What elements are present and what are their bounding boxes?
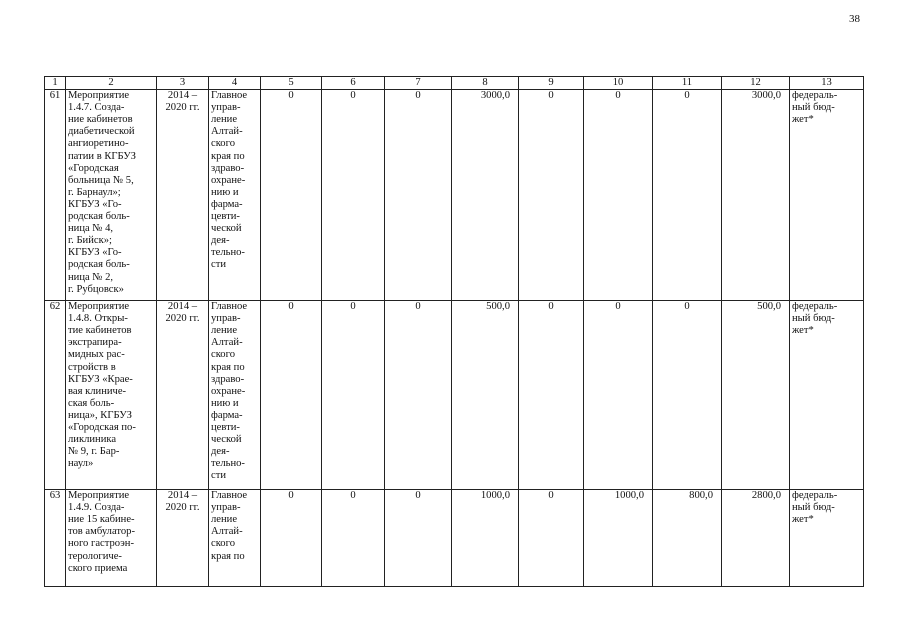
value-cell: 0 <box>322 490 385 587</box>
executor-text: Главное управ- ление Алтай- ского края по <box>211 490 248 562</box>
page-number: 38 <box>849 13 860 25</box>
funding-source-text: федераль- ный бюд- жет* <box>792 301 838 337</box>
funding-source-cell <box>790 90 864 301</box>
value-cell: 0 <box>519 301 584 490</box>
table-row <box>45 90 864 301</box>
column-header: 13 <box>790 77 864 90</box>
event-text: Мероприятие 1.4.7. Созда- ние кабинетов диабетической ангиоретино- патии в КГБУЗ «Городская больница № 5, г. Барнаул»; КГБУЗ «Го- родская боль- ница № 4, г. Бийск»; КГБУЗ «Го- родская боль- ница № 2, г. Рубцовск» <box>68 90 136 295</box>
table-row <box>45 490 864 587</box>
column-header: 2 <box>66 77 157 90</box>
executor-text: Главное управ- ление Алтай- ского края по здраво- охране- нию и фарма- цевти- ческой дея- тельно- сти <box>211 301 248 482</box>
period-cell <box>157 490 209 587</box>
period-text: 2014 – 2020 гг. <box>165 90 200 114</box>
value-cell: 0 <box>385 490 452 587</box>
funding-source-cell <box>790 490 864 587</box>
row-number: 61 <box>45 90 66 301</box>
column-header: 9 <box>519 77 584 90</box>
value-cell: 1000,0 <box>584 490 653 587</box>
row-number: 63 <box>45 490 66 587</box>
event-text: Мероприятие 1.4.8. Откры- тие кабинетов экстрапира- мидных рас- стройств в КГБУЗ «Крае- вая клиниче- ская боль- ница», КГБУЗ «Городская по- ликлиника № 9, г. Бар- наул» <box>68 301 136 470</box>
event-description <box>66 301 157 490</box>
value-cell: 0 <box>653 90 722 301</box>
value-cell: 2800,0 <box>722 490 790 587</box>
column-header: 3 <box>157 77 209 90</box>
period-text: 2014 – 2020 гг. <box>165 490 200 514</box>
value-cell: 0 <box>519 490 584 587</box>
value-cell: 0 <box>261 301 322 490</box>
period-cell <box>157 90 209 301</box>
period-cell <box>157 301 209 490</box>
value-cell: 500,0 <box>452 301 519 490</box>
executor-cell <box>209 490 261 587</box>
column-header: 8 <box>452 77 519 90</box>
column-header: 12 <box>722 77 790 90</box>
value-cell: 0 <box>261 490 322 587</box>
value-cell: 0 <box>322 301 385 490</box>
value-cell: 0 <box>519 90 584 301</box>
column-header: 5 <box>261 77 322 90</box>
value-cell: 3000,0 <box>722 90 790 301</box>
value-cell: 0 <box>584 90 653 301</box>
value-cell: 3000,0 <box>452 90 519 301</box>
funding-source-cell <box>790 301 864 490</box>
column-header: 4 <box>209 77 261 90</box>
column-header: 6 <box>322 77 385 90</box>
value-cell: 0 <box>261 90 322 301</box>
value-cell: 0 <box>385 90 452 301</box>
table-row <box>45 301 864 490</box>
row-number: 62 <box>45 301 66 490</box>
budget-table <box>44 76 864 587</box>
column-header: 1 <box>45 77 66 90</box>
event-text: Мероприятие 1.4.9. Созда- ние 15 кабине- тов амбулатор- ного гастроэн- терологиче- ского приема <box>68 490 135 574</box>
value-cell: 800,0 <box>653 490 722 587</box>
event-description <box>66 490 157 587</box>
executor-cell <box>209 90 261 301</box>
period-text: 2014 – 2020 гг. <box>165 301 200 325</box>
value-cell: 0 <box>653 301 722 490</box>
funding-source-text: федераль- ный бюд- жет* <box>792 90 838 126</box>
column-header: 7 <box>385 77 452 90</box>
event-description <box>66 90 157 301</box>
column-header: 11 <box>653 77 722 90</box>
header-row <box>45 77 864 90</box>
funding-source-text: федераль- ный бюд- жет* <box>792 490 838 526</box>
column-header: 10 <box>584 77 653 90</box>
executor-cell <box>209 301 261 490</box>
value-cell: 1000,0 <box>452 490 519 587</box>
value-cell: 0 <box>322 90 385 301</box>
value-cell: 0 <box>584 301 653 490</box>
value-cell: 0 <box>385 301 452 490</box>
value-cell: 500,0 <box>722 301 790 490</box>
executor-text: Главное управ- ление Алтай- ского края по здраво- охране- нию и фарма- цевти- ческой дея- тельно- сти <box>211 90 248 271</box>
